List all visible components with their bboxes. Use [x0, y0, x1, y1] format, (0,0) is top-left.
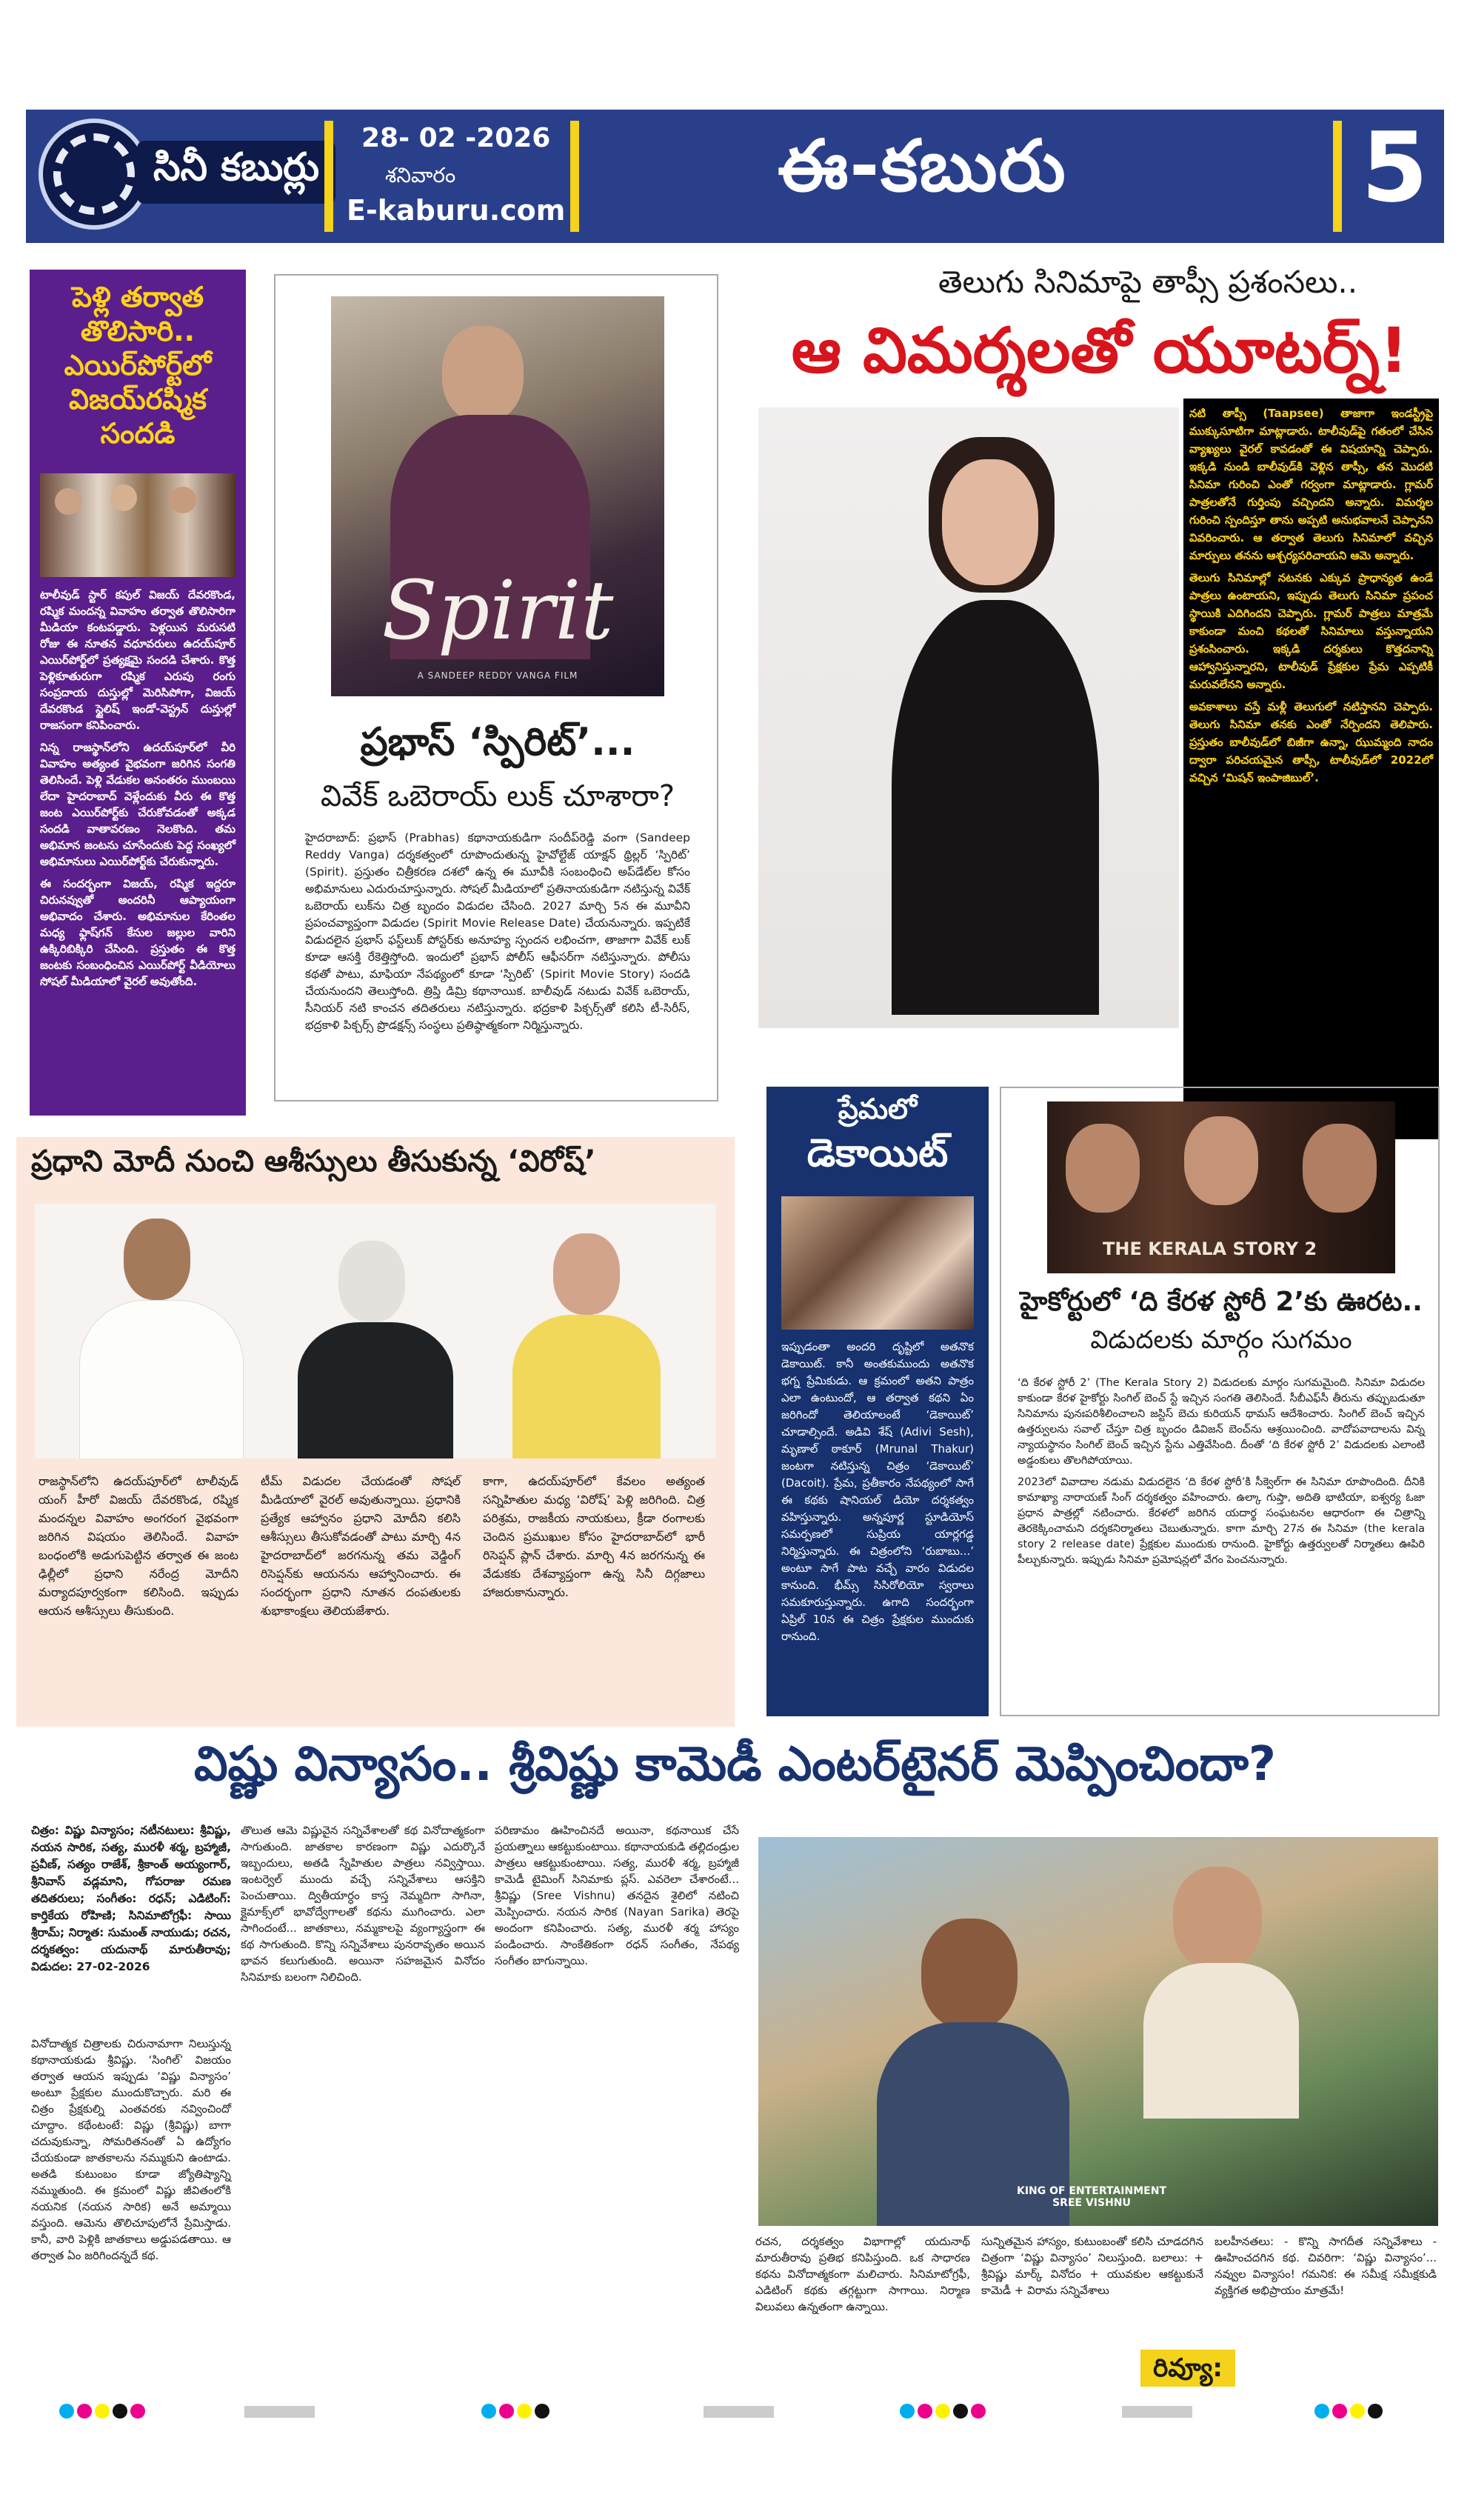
print-gray-bar: [704, 2406, 774, 2418]
taapsee-para: అవకాశాలు వస్తే మళ్లీ తెలుగులో నటిస్తానని చెప్పారు. తెలుగు సినిమా తనకు ఎంతో నేర్పిందని తెలిపారు. ప్రస్తుతం బాలీవుడ్‌లో బిజీగా ఉన్నా, ఝుమ్మంది నాదం ద్వారా పరిచయమైన తాప్సీ, టాలీవుడ్‌లో 2022లో వచ్చిన ‘మిషన్ ఇంపాజిబుల్’.: [1189, 700, 1433, 784]
kerala-para: 2023లో వివాదాల నడుమ విడుదలైన ‘ది కేరళ స్టోరీ’కి సీక్వెల్‌గా ఈ సినిమా రూపొందింది. దీనికి కామాఖ్యా నారాయణ్ సింగ్ దర్శకత్వం వహించారు. ఉల్కా గుప్తా, అదితి భాటియా, ఐశ్వర్య ఓజా ప్రధాన పాత్రల్లో నటించారు. కేరళలో జరిగిన యదార్థ సంఘటనల ఆధారంగా ఈ చిత్రాన్ని తెరకెక్కించామని దర్శకనిర్మాతలు చెబుతున్నారు. కాగా మార్చి 27న ఈ సినిమా (the kerala story 2 release date) ప్రేక్షకుల ముందుకు రానుంది. హైకోర్టు ఉత్తర్వులతో నిర్మాతలు ఊపిరి పీల్చుకున్నారు. ఇప్పుడు సినిమా ప్రమోషన్లలో వేగం పెంచనున్నారు.: [1018, 1476, 1425, 1566]
vishnu-col: రచన, దర్శకత్వం విభాగాల్లో యదునాథ్ మారుతీరావు ప్రతిభ కనిపిస్తుంది. ఒక సాధారణ కథను వినోదాత్మకంగా మలిచారు. సినిమాటోగ్రఫీ, ఎడిటింగ్ కథకు తగ్గట్టుగా సాగాయి. నిర్మాణ విలువలు ఉన్నతంగా ఉన్నాయి.: [755, 2235, 970, 2313]
review-label: రివ్యూ:: [1140, 2350, 1235, 2387]
print-color-bar: [59, 2404, 163, 2420]
spirit-story: [274, 274, 718, 1101]
paper-name: ఈ-కబురు: [778, 124, 1067, 207]
rashmika-story: [30, 270, 246, 1116]
vishnu-col: పరిణామం ఊహించినదే అయినా, కథనాయిక చేసే ప్రయత్నాలు ఆకట్టుకుంటాయి. కథానాయకుడి తల్లిదండ్రుల పాత్రలు ఆకట్టుకుంటాయి. సత్య, మురళీ శర్మ, బ్రహ్మాజీ కామెడీ టైమింగ్ సినిమాకు ప్లస్. ఎవరెలా చేశారంటే... శ్రీవిష్ణు (Sree Vishnu) తనదైన శైలిలో నటించి మెప్పించారు. నయన సారిక (Nayan Sarika) తెరపై అందంగా కనిపించారు. సత్య, మురళీ శర్మ హాస్యం పండించారు. సాంకేతికంగా రధన్ సంగీతం, నేపథ్య సంగీతం బాగున్నాయి.: [495, 1824, 739, 1967]
dacoit-photo: [781, 1196, 974, 1330]
vishnu-poster: [758, 1837, 1438, 2226]
kerala-poster: [1047, 1101, 1395, 1273]
vishnu-col: వినోదాత్మక చిత్రాలకు చిరునామాగా నిలుస్తున్న కథానాయకుడు శ్రీవిష్ణు. ‘సింగిల్’ విజయం తర్వాత ఆయన ఇప్పుడు ‘విష్ణు విన్యాసం’ అంటూ ప్రేక్షకుల ముందుకొచ్చారు. మరి ఈ చిత్రం ప్రేక్షకుల్ని ఎంతవరకు నవ్వించిందో చూద్దాం. కథేంటంటే: విష్ణు (శ్రీవిష్ణు) బాగా చదువుకున్నా, సోమరితనంతో ఏ ఉద్యోగం చేయకుండా జాతకాలను నమ్ముకుని ఉంటాడు. అతడి కుటుంబం కూడా జ్యోతిష్యాన్ని నమ్ముతుంది. ఈ క్రమంలో విష్ణు జీవితంలోకి నయనిక (నయన సారిక) అనే అమ్మాయి వస్తుంది. ఆమెను తొలిచూపులోనే ప్రేమిస్తాడు. కానీ, వారి పెళ్లికి జాతకాలు అడ్డుపడతాయి. ఆ తర్వాత ఏం జరిగిందన్నదే కథ.: [31, 2037, 231, 2262]
section-title: సినీ కబుర్లు: [137, 141, 335, 204]
rashmika-para: ఈ సందర్భంగా విజయ్, రష్మిక ఇద్దరూ చిరునవ్వుతో అందరినీ ఆప్యాయంగా అభివాదం చేశారు. అభిమానుల కేరింతల మధ్య ఫ్లాష్‌గన్ కేసుల జల్లుల వారిని ఉక్కిరిబిక్కిరి చేసింది. ప్రస్తుతం ఈ కొత్త జంటకు సంబంధించిన ఎయిర్‌పోర్ట్ వీడియోలు సోషల్ మీడియాలో వైరల్ అవుతోంది.: [40, 877, 235, 988]
print-gray-bar: [244, 2406, 315, 2418]
taapsee-kicker: తెలుగు సినిమాపై తాప్సీ ప్రశంసలు..: [938, 264, 1358, 300]
kerala-para: ‘ది కేరళ స్టోరీ 2’ (The Kerala Story 2) విడుదలకు మార్గం సుగమమైంది. సినిమా విడుదల కాకుండా కేరళ హైకోర్టు సింగిల్ బెంచ్ స్టే ఇచ్చిన సంగతి తెలిసిందే. సీబీఎఫ్‌సీ తీరును తప్పుబడుతూ సినిమాను పునఃపరిశీలించాలని జస్టిస్ బెచు కురియన్ థామస్ ఆదేశించారు. సింగిల్ బెంచ్ ఇచ్చిన ఉత్తర్వులను సవాల్ చేస్తూ చిత్ర బృందం డివిజన్ బెంచ్‌ను ఆశ్రయించింది. వాదోపవాదాలను విన్న న్యాయస్థానం సింగిల్ బెంచ్ ఇచ్చిన స్టేను ఎత్తివేసింది. దీంతో ‘ది కేరళ స్టోరీ 2’ విడుదలకు ఎలాంటి అడ్డంకులు తొలగిపోయాయి.: [1018, 1377, 1425, 1467]
taapsee-headline: ఆ విమర్శలతో యూటర్న్!: [791, 314, 1409, 387]
taapsee-para: తెలుగు సినిమాల్లో నటనకు ఎక్కువ ప్రాధాన్యత ఉండే పాత్రలు ఉంటాయని, ఇప్పుడు తెలుగు సినిమా ప్రపంచ స్థాయికి ఎదిగిందని చెప్పారు. గ్లామర్ పాత్రలు మాత్రమే కాకుండా మంచి కథలతో సినిమాలు వస్తున్నాయని ప్రశంసించారు. ఇక్కడి దర్శకులు కొత్తదనాన్ని ఆహ్వానిస్తున్నారని, టాలీవుడ్ ప్రేక్షకుల ప్రేమ ఎప్పటికీ మరువలేనని అన్నారు.: [1189, 571, 1433, 691]
kerala-headline: హైకోర్టులో ‘ది కేరళ స్టోరీ 2’కు ఊరట..: [1020, 1287, 1423, 1317]
rashmika-para: నిన్న రాజస్థాన్‌లోని ఉదయ్‌పూర్‌లో వీరి వివాహం అత్యంత వైభవంగా జరిగిన సంగతి తెలిసిందే. పెళ్లి వేడుకల అనంతరం ముంబయి లేదా హైదరాబాద్ వెళ్లేందుకు వీరు ఈ కొత్త జంట ఎయిర్‌పోర్ట్‌కు చేరుకోవడంతో అక్కడ సందడి వాతావరణం నెలకొంది. తమ అభిమాన జంటను చూసేందుకు పెద్ద సంఖ్యలో అభిమానులు ఎయిర్‌పోర్ట్‌కు చేరుకున్నారు.: [40, 741, 235, 868]
vishnu-col: బలహీనతలు: - కొన్ని సాగదీత సన్నివేశాలు - ఊహించదగిన కథ. చివరిగా: ‘విష్ణు విన్యాసం’... నవ్వుల విన్యాసం! గమనిక: ఈ సమీక్ష సమీక్షకుడి వ్యక్తిగత అభిప్రాయం మాత్రమే!: [1215, 2235, 1437, 2297]
page-number: 5: [1361, 111, 1429, 224]
dacoit-story: [766, 1087, 989, 1716]
rashmika-para: టాలీవుడ్ స్టార్ కపుల్ విజయ్ దేవరకొండ, రష్మిక మందన్న వివాహం తర్వాత తొలిసారిగా మీడియా కంటపడ్డారు. పెళ్లయిన మరుసటి రోజు ఈ నూతన వధూవరులు ఉదయ్‌పూర్ ఎయిర్‌పోర్ట్‌లో ప్రత్యక్షమై సందడి చేశారు. కొత్త పెళ్లికూతురుగా రష్మిక ఎరుపు రంగు సంప్రదాయ దుస్తుల్లో మెరిసిపోగా, విజయ్ దేవరకొండ స్టైలిష్ ఇండో-వెస్ట్రన్ దుస్తుల్లో రాజసంగా కనిపించారు.: [40, 588, 235, 732]
spirit-poster-title: Spirit: [381, 563, 614, 658]
modi-col: రాజస్థాన్‌లోని ఉదయ్‌పూర్‌లో టాలీవుడ్ యంగ్ హీరో విజయ్ దేవరకొండ, రష్మిక మందన్నల వివాహం అంగరంగ వైభవంగా జరిగిన విషయం తెలిసిందే. వివాహ బంధంలోకి అడుగుపెట్టిన తర్వాత ఈ జంట ఢిల్లీలో ప్రధాని నరేంద్ర మోదీని మర్యాదపూర్వకంగా కలిసింది. ఇప్పుడు ఆయన ఆశీస్సులు తీసుకుంది.: [39, 1474, 238, 1618]
vishnu-col: తొలుత ఆమె విష్ణువైన సన్నివేశాలతో కథ వినోదాత్మకంగా సాగుతుంది. జాతకాల కారణంగా విష్ణు ఎదుర్కొనే ఇబ్బందులు, అతడి స్నేహితుల పాత్రలు నవ్విస్తాయి. ఇంటర్వెల్ ముందు వచ్చే సన్నివేశాలు ఆసక్తిని పెంచుతాయి. ద్వితీయార్ధం కాస్త నెమ్మదిగా సాగినా, క్లైమాక్స్‌లో భావోద్వేగాలతో కథను ముగించారు. ఎలా సాగిందంటే... జాతకాలు, నమ్మకాలపై వ్యంగ్యాస్త్రంగా ఈ కథ సాగుతుంది. కొన్ని సన్నివేశాలు పునరావృతం అయిన భావన కలుగుతుంది. అయినా సహజమైన వినోదం సినిమాకు బలంగా నిలిచింది.: [241, 1824, 485, 1984]
kerala-story: [1000, 1087, 1440, 1716]
spirit-poster-credit: A SANDEEP REDDY VANGA FILM: [417, 670, 578, 681]
modi-col: కాగా, ఉదయ్‌పూర్‌లో కేవలం అత్యంత సన్నిహితుల మధ్య ‘విరోష్’ పెళ్లి జరిగింది. చిత్ర పరిశ్రమ, రాజకీయ నాయకులు, క్రీడా రంగాలకు చెందిన ప్రముఖుల కోసం హైదరాబాద్‌లో భారీ రిసెప్షన్ ప్లాన్ చేశారు. మార్చి 4న జరగనున్న ఈ వేడుకకు దేశవ్యాప్తంగా ఉన్న సినీ దిగ్గజాలు హాజరుకానున్నారు.: [483, 1474, 705, 1599]
divider: [1333, 121, 1342, 232]
kerala-subhead: విడుదలకు మార్గం సుగమం: [1090, 1325, 1352, 1355]
rashmika-headline: పెళ్లి తర్వాత తొలిసారి.. ఎయిర్‌పోర్ట్‌లో విజయ్‌రష్మిక సందడి: [64, 281, 212, 450]
vishnu-headline: విష్ణు విన్యాసం.. శ్రీవిష్ణు కామెడీ ఎంటర్‌టైనర్ మెప్పించిందా?: [193, 1737, 1277, 1792]
issue-weekday: శనివారం: [385, 163, 456, 187]
vishnu-col: సున్నితమైన హాస్యం, కుటుంబంతో కలిసి చూడదగిన చిత్రంగా ‘విష్ణు విన్యాసం’ నిలుస్తుంది. బలాలు: + శ్రీవిష్ణు మార్క్ వినోదం + యువకుల ఆకట్టుకునే కామెడీ + విరామ సన్నివేశాలు: [981, 2235, 1203, 2297]
spirit-subhead: వివేక్ ఒబెరాయ్ లుక్ చూశారా?: [320, 779, 675, 813]
divider: [570, 121, 579, 232]
kerala-poster-title: THE KERALA STORY 2: [1103, 1239, 1317, 1259]
rashmika-photo: [40, 473, 235, 577]
dacoit-headline-line1: ప్రేమలో: [838, 1093, 918, 1125]
modi-photo: [35, 1204, 716, 1459]
taapsee-photo: [758, 407, 1179, 1028]
modi-col: టీమ్ విడుదల చేయడంతో సోషల్ మీడియాలో వైరల్ అవుతున్నాయి. ప్రధానికి ప్రత్యేక ఆహ్వానం ప్రధాని మోదీని కలిసి ఆశీస్సులు తీసుకోవడంతో పాటు మార్చి 4న హైదరాబాద్‌లో జరగనున్న తమ వెడ్డింగ్ రిసెప్షన్‌కు ఆయనను ఆహ్వానించారు. ఈ సందర్భంగా ప్రధాని నూతన దంపతులకు శుభాకాంక్షలు తెలియజేశారు.: [261, 1474, 461, 1618]
print-color-bar: [1314, 2404, 1418, 2420]
dacoit-headline-line2: డెకాయిట్: [806, 1131, 949, 1176]
divider: [324, 121, 333, 232]
taapsee-para: నటి తాప్సీ (Taapsee) తాజాగా ఇండస్ట్రీపై ముక్కుసూటిగా మాట్లాడారు. టాలీవుడ్‌పై గతంలో చేసిన వ్యాఖ్యలు వైరల్ కావడంతో ఈ విషయాన్ని చెప్పారు. ఇక్కడి నుండి బాలీవుడ్‌కి వెళ్లిన తాప్సీ, తన మొదటి సినిమా గురించి ఎంతో గర్వంగా మాట్లాడారు. గ్లామర్ పాత్రలతోనే గుర్తింపు వచ్చిందని అన్నారు. విమర్శల గురించి స్పందిస్తూ తాను అప్పటి అనుభవాలనే చెప్పానని వివరించారు. ఆ తర్వాత తెలుగు సినిమాలో వచ్చిన మార్పులు తనను ఆశ్చర్యపరిచాయని ఆమె అన్నారు.: [1189, 407, 1433, 562]
spirit-body: హైదరాబాద్: ప్రభాస్ (Prabhas) కథానాయకుడిగా సందీప్‌రెడ్డి వంగా (Sandeep Reddy Vanga) దర్శకత్వంలో రూపొందుతున్న హైవోల్టేజ్ యాక్షన్ థ్రిల్లర్ ‘స్పిరిట్’ (Spirit). ప్రస్తుతం చిత్రీకరణ దశలో ఉన్న ఈ మూవీకి సంబంధించి అప్‌డేట్‌ల కోసం అభిమానులు ఎదురుచూస్తున్నారు. సోషల్ మీడియాలో ప్రతినాయకుడిగా నటిస్తున్న వివేక్ ఒబెరాయ్ లుక్‌ను చిత్ర బృందం విడుదల చేసింది. 2027 మార్చి 5న ఈ మూవీని ప్రపంచవ్యాప్తంగా విడుదల (Spirit Movie Release Date) చేయనున్నారు. ఇప్పటికే విడుదలైన ప్రభాస్ ఫస్ట్‌లుక్ పోస్టర్‌కు అనూహ్య స్పందన లభించగా, తాజాగా వివేక్ లుక్ కూడా ఆసక్తి రేకెత్తిస్తోంది. ఇందులో ప్రభాస్ పోలీస్ ఆఫీసర్‌గా నటిస్తున్నారు. పోలీసు కథతో పాటు, మాఫియా నేపథ్యంలో కూడా ‘స్పిరిట్’ (Spirit Movie Story) సందడి చేయనుందని తెలుస్తోంది. త్రిప్తి డిమ్రి కథానాయిక. బాలీవుడ్ నటుడు వివేక్ ఒబెరాయ్, సీనియర్ నటి కాంచన తదితరులు నటిస్తున్నారు. భద్రకాళి పిక్చర్స్‌తో కలిసి టీ-సిరీస్, భద్రకాళి పిక్చర్స్ ప్రొడక్షన్స్ సంస్థలు ప్రతిష్ఠాత్మకంగా నిర్మిస్తున్నారు.: [305, 831, 690, 1032]
spirit-poster: [331, 296, 664, 696]
print-color-bar: [481, 2404, 585, 2420]
spirit-headline: ప్రభాస్ ‘స్పిరిట్’...: [360, 720, 635, 764]
print-gray-bar: [1122, 2406, 1192, 2418]
vishnu-credits: చిత్రం: విష్ణు విన్యాసం; నటీనటులు: శ్రీవిష్ణు, నయన సారిక, సత్య, మురళీ శర్మ, బ్రహ్మాజీ, ప్రవీణ్, సత్యం రాజేశ్, శ్రీకాంత్ అయ్యంగార్, శ్రీనివాస్ వడ్లమాని, గోపరాజు రమణ తదితరులు; సంగీతం: రధన్; ఎడిటింగ్: కార్తికేయ రోహిణి; సినిమాటోగ్రఫీ: సాయి శ్రీరామ్; నిర్మాత: సుమంత్ నాయుడు; రచన, దర్శకత్వం: యదునాథ్ మారుతీరావు; విడుదల: 27-02-2026: [31, 1824, 231, 1973]
film-reel-ring: [53, 133, 135, 215]
print-color-bar: [900, 2404, 1003, 2420]
dacoit-body: ఇప్పుడంతా అందరి దృష్టిలో అతనొక డెకాయిట్. కానీ అంతకుముందు అతనొక భగ్న ప్రేమికుడు. ఆ క్రమంలో అతని పాత్రం ఎలా ఉంటుందో, ఆ తర్వాత కథని ఏం జరిగిందో తెలియాలంటే ‘డెకాయిట్’ చూడాల్సిందే. అడివి శేష్ (Adivi Sesh), మృణాల్ ఠాకూర్ (Mrunal Thakur) జంటగా నటిస్తున్న చిత్రం ‘డెకాయిట్’ (Dacoit). ప్రేమ, ప్రతీకారం నేపథ్యంలో సాగే ఈ కథకు షానియల్ డియో దర్శకత్వం వహిస్తున్నారు. అన్నపూర్ణ స్టూడియోస్ సమర్పణలో సుప్రియ యార్లగడ్డ నిర్మిస్తున్నారు. ఈ చిత్రంలోని ‘రుబాబు...’ అంటూ సాగే పాట వచ్చే వారం విడుదల కానుంది. భీమ్స్ సిసిరోలియో స్వరాలు సమకూరుస్తున్నారు. ఉగాది సందర్భంగా ఏప్రిల్ 10న ఈ చిత్రం ప్రేక్షకుల ముందుకు రానుంది.: [781, 1340, 974, 1643]
website-link[interactable]: E-kaburu.com: [347, 194, 566, 227]
taapsee-body: [1183, 399, 1439, 1139]
vishnu-poster-tagline: KING OF ENTERTAINMENT SREE VISHNU: [1016, 2185, 1166, 2209]
modi-headline: ప్రధాని మోదీ నుంచి ఆశీస్సులు తీసుకున్న ‘విరోష్’: [31, 1144, 596, 1179]
issue-date: 28- 02 -2026: [361, 123, 551, 153]
modi-story: [16, 1137, 735, 1727]
